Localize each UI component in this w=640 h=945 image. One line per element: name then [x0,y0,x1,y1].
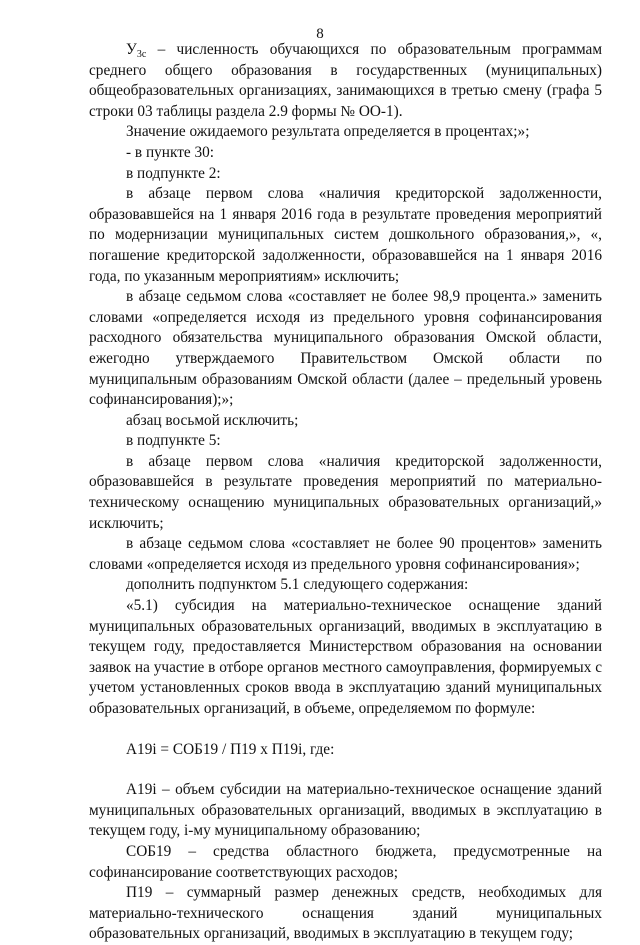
paragraph-a19i-definition: А19i – объем субсидии на материально-техническое оснащение зданий муниципальных образовательных организаций, вводимых в эксплуатацию в текущем году, i-му муниципальному образованию; [89,781,602,840]
paragraph-subpoint-2-first: в абзаце первом слова «наличия кредиторской задолженности, образовавшейся на 1 января 2016 года в результате проведения мероприятий по модернизации муниципальных систем дошкольного образования,», «, погашение кредиторской задолженности, образовавшейся на 1 января 2016 года, по указанным мероприятиям» исключить; [89,185,602,285]
paragraph-subpoint-5: в подпункте 5: [126,432,221,450]
formula: А19i = СОБ19 / П19 х П19i, где: [126,740,335,758]
paragraph-point-30: - в пункте 30: [126,143,215,161]
paragraph-add-5-1: дополнить подпунктом 5.1 следующего содержания: [126,576,469,594]
paragraph-subpoint-5-first: в абзаце первом слова «наличия кредиторской задолженности, образовавшейся в результате проведения мероприятий по материально-техническому оснащению муниципальных образовательных организаций,» исключить; [89,452,602,532]
page-number: 8 [316,26,324,42]
paragraph-subpoint-5-seventh: в абзаце седьмом слова «составляет не более 90 процентов» заменить словами «определяется исходя из предельного уровня софинансирования»; [89,535,602,573]
paragraph-result-units: Значение ожидаемого результата определяется в процентах;»; [126,123,530,141]
paragraph-sob19-definition: СОБ19 – средства областного бюджета, предусмотренные на софинансирование соответствующих расходов; [89,842,602,881]
paragraph-5-1-subsidy: «5.1) субсидия на материально-техническое оснащение зданий муниципальных образовательных организаций, вводимых в эксплуатацию в текущем году, предоставляется Министерством образования на основании заявок на участие в отборе органов местного самоуправления, формируемых с учетом установленных сроков ввода в эксплуатацию зданий муниципальных образовательных организаций, в объеме, определяемом по формуле: [89,597,602,717]
variable-symbol: У [126,41,137,58]
paragraph-u3c-definition [89,40,602,122]
paragraph-p19-definition: П19 – суммарный размер денежных средств, необходимых для материально-технического оснащения зданий муниципальных образовательных организаций, вводимых в эксплуатацию в текущем году; [89,884,602,943]
paragraph-subpoint-2-seventh: в абзаце седьмом слова «составляет не более 98,9 процента.» заменить словами «определяется исходя из предельного уровня софинансирования расходного обязательства муниципального образования Омской области, ежегодно утверждаемого Правительством Омской области по муниципальным образованиям Омской области (далее – предельный уровень софинансирования);»; [89,288,602,409]
paragraph-subpoint-2: в подпункте 2: [126,164,221,182]
variable-subscript: 3с [136,49,147,60]
variable-description: – численность обучающихся по образовательным программам среднего общего образования в государственных (муниципальных) общеобразовательных организациях, занимающихся в третью смену (графа 5 строки 03 таблицы раздела 2.9 формы № ОО-1). [89,41,602,120]
paragraph-eighth-excluded: абзац восьмой исключить; [126,411,299,429]
document-body [89,40,602,945]
